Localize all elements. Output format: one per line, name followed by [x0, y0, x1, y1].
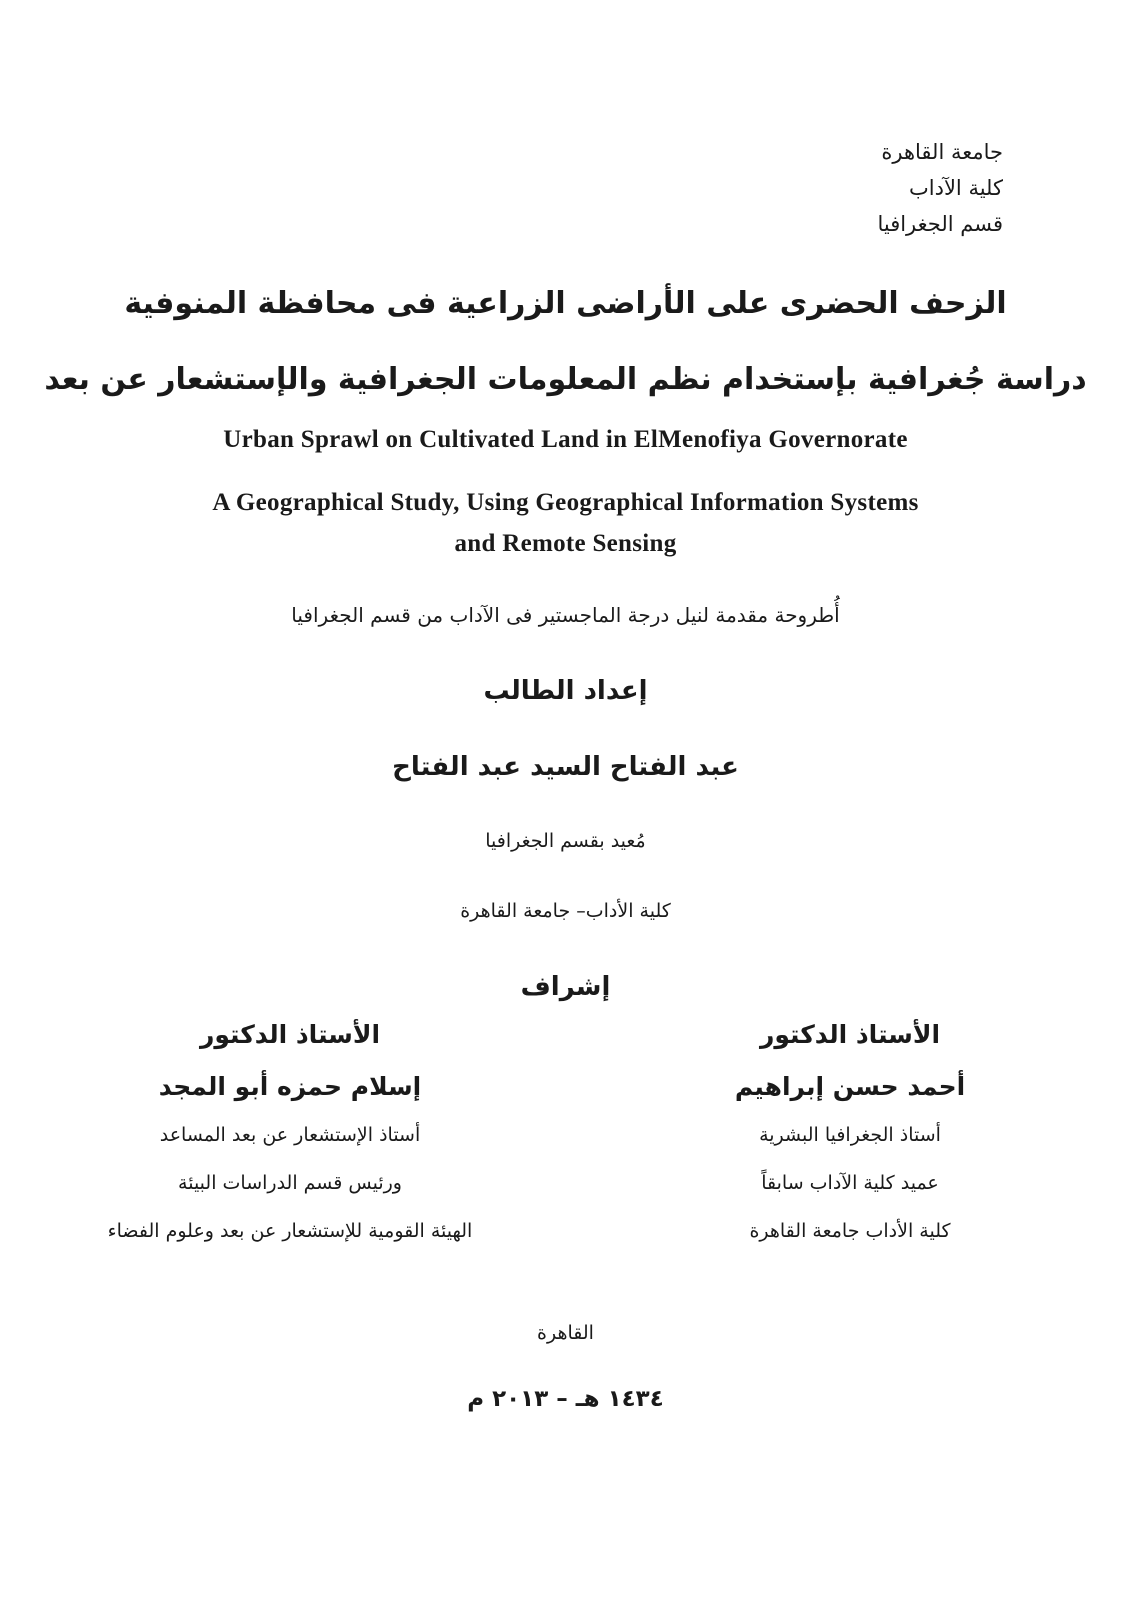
title-arabic-line-1: الزحف الحضرى على الأراضى الزراعية فى محافظة المنوفية — [124, 286, 1007, 321]
supervisor-1-name: أحمد حسن إبراهيم — [734, 1072, 966, 1101]
supervisor-1-position: أستاذ الجغرافيا البشرية — [759, 1124, 941, 1146]
student-name: عبد الفتاح السيد عبد الفتاح — [392, 752, 739, 782]
city: القاهرة — [537, 1322, 594, 1344]
supervisor-2-title: الأستاذ الدكتور — [199, 1020, 381, 1049]
university-name: جامعة القاهرة — [881, 140, 1003, 164]
thesis-degree-note: أُطروحة مقدمة لنيل درجة الماجستير فى الآداب من قسم الجغرافيا — [291, 603, 840, 627]
supervision-label: إشراف — [520, 972, 611, 1002]
supervisor-2-institution: الهيئة القومية للإستشعار عن بعد وعلوم الفضاء — [107, 1220, 473, 1242]
title-english-line-1: Urban Sprawl on Cultivated Land in ElMenofiya Governorate — [223, 426, 908, 453]
student-role: مُعيد بقسم الجغرافيا — [485, 830, 646, 852]
supervisor-2-position: أستاذ الإستشعار عن بعد المساعد — [159, 1124, 421, 1146]
title-english-line-2: A Geographical Study, Using Geographical Information Systems — [212, 489, 919, 516]
supervisor-2-name: إسلام حمزه أبو المجد — [158, 1072, 422, 1101]
prepared-by-label: إعداد الطالب — [483, 676, 648, 706]
title-arabic-line-2: دراسة جُغرافية بإستخدام نظم المعلومات الجغرافية والإستشعار عن بعد — [44, 362, 1087, 397]
supervisor-1-former-role: عميد كلية الآداب سابقاً — [761, 1172, 939, 1194]
supervisor-1-title: الأستاذ الدكتور — [759, 1020, 941, 1049]
title-english-line-3: and Remote Sensing — [454, 530, 677, 557]
supervisor-2-role: ورئيس قسم الدراسات البيئة — [178, 1172, 402, 1194]
department-name: قسم الجغرافيا — [877, 212, 1003, 236]
student-affiliation: كلية الأداب– جامعة القاهرة — [460, 900, 671, 922]
faculty-name: كلية الآداب — [909, 176, 1003, 200]
supervisor-1-institution: كلية الأداب جامعة القاهرة — [749, 1220, 951, 1242]
publication-date: ١٤٣٤ هـ – ٢٠١٣ م — [467, 1386, 664, 1412]
